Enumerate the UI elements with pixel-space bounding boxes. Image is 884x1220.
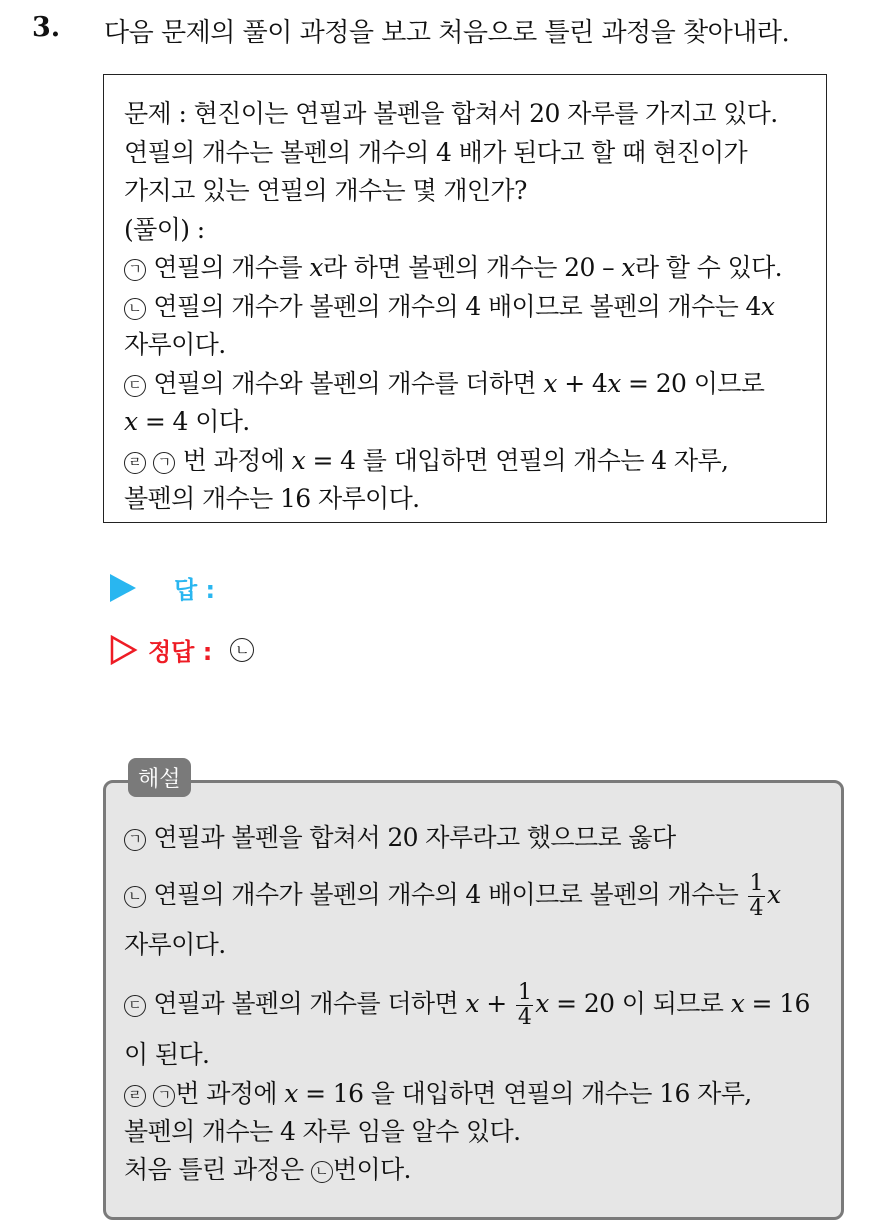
- outline-triangle-icon: [110, 635, 138, 665]
- question-number: 3.: [32, 12, 61, 43]
- solution-label: (풀이) :: [124, 214, 205, 244]
- variable-x: x: [291, 445, 306, 475]
- explanation-text-2a: 연필의 개수가 볼펜의 개수의 4 배이므로 볼펜의 개수는: [146, 880, 746, 909]
- explanation-text-5b: 번이다.: [332, 1155, 411, 1184]
- variable-x: x: [621, 253, 635, 282]
- explanation-conclusion: [124, 1151, 823, 1189]
- correct-answer-marker: ㄴ: [230, 638, 254, 662]
- variable-x: x: [730, 989, 745, 1018]
- fraction-numerator: 1: [749, 871, 763, 896]
- correct-answer-value: [230, 638, 254, 662]
- explanation-line-4: [124, 1075, 823, 1113]
- step-1-text-c: 라 할 수 있다.: [634, 253, 783, 282]
- explanation-text-3a: 연필과 볼펜의 개수를 더하면: [146, 989, 466, 1018]
- problem-line-1: 문제 : 현진이는 연필과 볼펜을 합쳐서 20 자루를 가지고 있다.: [124, 99, 778, 128]
- step-3-text-d: = 4 이다.: [137, 407, 250, 436]
- explanation-marker-2: ㄴ: [124, 886, 146, 908]
- step-3-text-a: 연필의 개수와 볼펜의 개수를 더하면: [146, 368, 544, 398]
- step-2-cont: 자루이다.: [124, 330, 226, 359]
- explanation-box: [103, 780, 844, 1220]
- step-ref-marker-1: ㄱ: [153, 452, 175, 474]
- fraction-denominator: 4: [517, 1005, 532, 1030]
- fraction-numerator: 1: [517, 980, 532, 1005]
- explanation-line-2: [124, 865, 823, 925]
- correct-answer-row: [110, 632, 254, 667]
- fraction-denominator: 4: [749, 896, 763, 921]
- explanation-ref-marker-2: ㄴ: [311, 1161, 333, 1183]
- fraction-one-quarter: [516, 981, 533, 1030]
- explanation-text-4a: 번 과정에: [175, 1079, 285, 1108]
- fraction-one-quarter: [748, 872, 765, 921]
- answer-label: 답 :: [174, 576, 216, 604]
- explanation-marker-3: ㄷ: [124, 995, 146, 1017]
- explanation-marker-4: ㄹ: [124, 1085, 146, 1107]
- explanation-text-5a: 처음 틀린 과정은: [124, 1155, 311, 1184]
- step-4-text-b: = 4 를 대입하면 연필의 개수는 4 자루,: [305, 445, 729, 475]
- step-3-text-b: + 4: [556, 368, 608, 398]
- variable-x: x: [309, 253, 323, 282]
- explanation-line-4-cont: 볼펜의 개수는 4 자루 임을 알수 있다.: [124, 1117, 521, 1146]
- variable-x: x: [284, 1079, 298, 1108]
- explanation-line-3: [124, 973, 823, 1035]
- explanation-line-1: [124, 819, 823, 857]
- explanation-text-1: 연필과 볼펜을 합쳐서 20 자루라고 했으므로 옳다: [146, 823, 676, 852]
- variable-x: x: [760, 291, 775, 321]
- explanation-plus: +: [478, 989, 514, 1018]
- play-triangle-icon: [110, 574, 136, 602]
- step-marker-4: ㄹ: [124, 452, 146, 474]
- problem-line-2: 연필의 개수는 볼펜의 개수의 4 배가 된다고 할 때 현진이가: [124, 137, 748, 167]
- step-4-cont: 볼펜의 개수는 16 자루이다.: [124, 484, 420, 513]
- step-4-text-a: 번 과정에: [175, 445, 292, 475]
- step-2: [124, 288, 806, 327]
- step-marker-3: ㄷ: [124, 375, 146, 397]
- variable-x: x: [124, 407, 138, 436]
- explanation-line-2-cont: 자루이다.: [124, 930, 226, 959]
- problem-line-3: 가지고 있는 연필의 개수는 몇 개인가?: [124, 176, 527, 205]
- variable-x: x: [766, 880, 781, 909]
- step-1-text-a: 연필의 개수를: [146, 253, 310, 282]
- explanation-ref-marker-1: ㄱ: [153, 1085, 175, 1107]
- explanation-text-3c: = 16: [744, 989, 810, 1018]
- step-marker-1: ㄱ: [124, 259, 146, 281]
- step-3-text-c: = 20 이므로: [620, 368, 765, 398]
- step-marker-2: ㄴ: [124, 298, 146, 320]
- variable-x: x: [535, 989, 549, 1018]
- step-2-text-a: 연필의 개수가 볼펜의 개수의 4 배이므로 볼펜의 개수는 4: [146, 291, 761, 321]
- explanation-tag: 해설: [128, 758, 191, 797]
- variable-x: x: [543, 368, 557, 398]
- variable-x: x: [465, 989, 479, 1018]
- correct-answer-label: 정답 :: [148, 638, 213, 666]
- step-4: [124, 442, 806, 481]
- step-1-text-b: 라 하면 볼펜의 개수는 20 –: [322, 253, 622, 282]
- explanation-line-3-cont: 이 된다.: [124, 1040, 210, 1069]
- step-3-cont: [124, 403, 806, 442]
- problem-box: [103, 74, 827, 523]
- step-3: [124, 365, 806, 404]
- explanation-text-3b: = 20 이 되므로: [548, 989, 731, 1018]
- explanation-marker-1: ㄱ: [124, 829, 146, 851]
- step-1: [124, 249, 806, 288]
- explanation-text-4b: = 16 을 대입하면 연필의 개수는 16 자루,: [297, 1079, 752, 1108]
- variable-x: x: [607, 368, 621, 398]
- question-prompt: 다음 문제의 풀이 과정을 보고 처음으로 틀린 과정을 찾아내라.: [104, 18, 790, 48]
- answer-row: [110, 570, 215, 605]
